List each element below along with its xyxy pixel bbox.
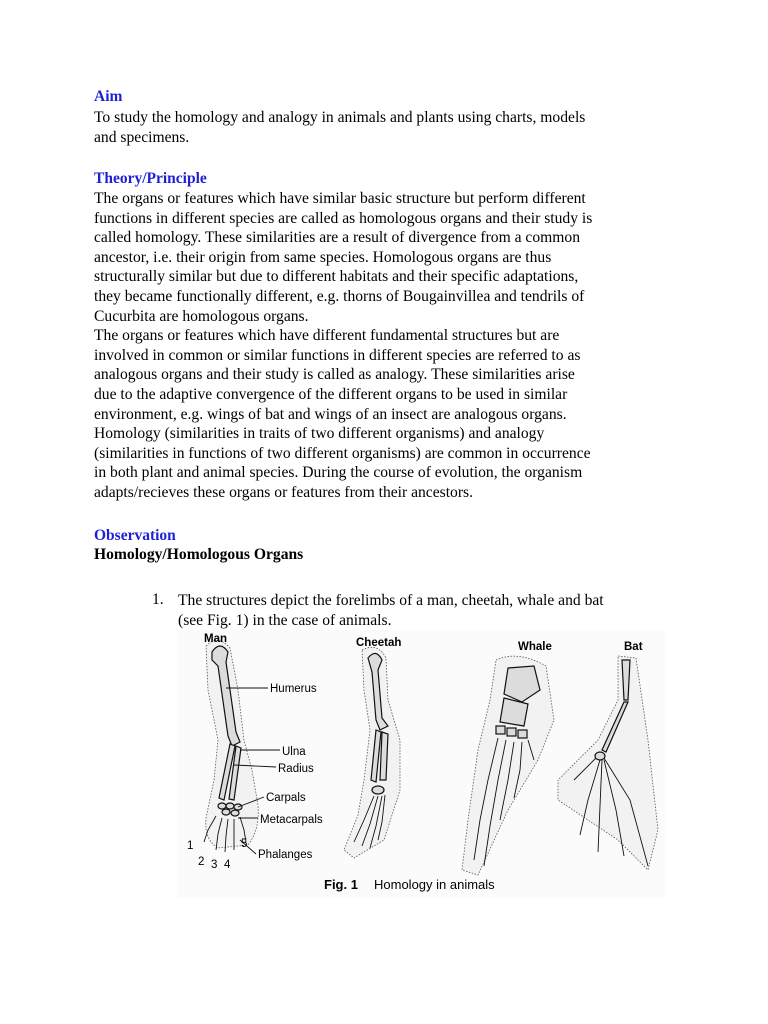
theory-heading: Theory/Principle — [94, 170, 207, 187]
digit-2: 2 — [198, 856, 205, 868]
digit-5: 5 — [241, 838, 248, 850]
phalanges-label: Phalanges — [258, 849, 313, 861]
theory-text: The organs or features which have similar basic structure but perform different functions in different species are called as homologous organs and their study is called homology. These similarities are a result of divergence from a common ancestor, i.e. their origin from same species. Homologous organs are thus structurally similar but due to different habitats and their specific adaptations, they became functionally different, e.g. thorns of Bougainvillea and tendrils of Cucurbita are homologous organs. The organs or features which have different fundamental structures but are involved in common or similar functions in different species are referred to as analogous organs and their study is called as analogy. These similarities arise due to the adaptive convergence of the different organs to be used in similar environment, e.g. wings of bat and wings of an insect are analogous organs. Homology (similarities in traits of two different organisms) and analogy (similarities in functions of two different organisms) are common in occurrence in both plant and animal species. During the course of evolution, the organism adapts/recieves these organs or features from their ancestors. — [94, 190, 593, 501]
bat-title: Bat — [624, 641, 643, 653]
humerus-label: Humerus — [270, 683, 317, 695]
list-item-text: The structures depict the forelimbs of a man, cheetah, whale and bat (see Fig. 1) in the case of animals. — [178, 592, 604, 629]
figure-caption-text: Homology in animals — [374, 877, 495, 892]
whale-title: Whale — [518, 641, 552, 653]
man-title: Man — [204, 633, 227, 645]
observation-heading: Observation — [94, 527, 176, 544]
bat-carpals — [595, 752, 605, 760]
metacarpals-label: Metacarpals — [260, 814, 323, 826]
cheetah-ulna-bone — [380, 732, 388, 780]
carpals-label: Carpals — [266, 792, 306, 804]
homology-subheading: Homology/Homologous Organs — [94, 546, 304, 563]
homology-figure — [178, 630, 666, 898]
aim-heading: Aim — [94, 88, 123, 105]
ulna-label: Ulna — [282, 746, 306, 758]
digit-3: 3 — [211, 859, 218, 871]
aim-text: To study the homology and analogy in animals and plants using charts, models and specimens. — [94, 109, 586, 146]
digit-1: 1 — [187, 840, 194, 852]
bat-humerus-bone — [622, 660, 630, 700]
digit-4: 4 — [224, 859, 231, 871]
list-item-number: 1. — [152, 591, 164, 608]
figure-caption-prefix: Fig. 1 — [324, 877, 358, 892]
radius-label: Radius — [278, 763, 314, 775]
cheetah-title: Cheetah — [356, 637, 402, 649]
